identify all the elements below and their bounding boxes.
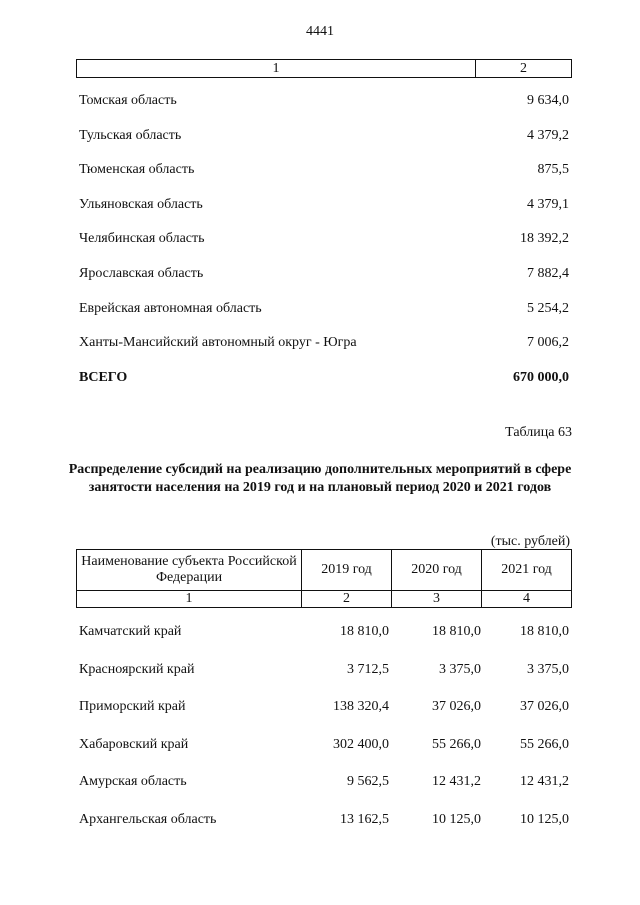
region-name: Амурская область (79, 774, 187, 790)
table2-header (76, 549, 572, 608)
value-2019: 3 712,5 (347, 661, 389, 677)
region-value: 9 634,0 (527, 93, 569, 108)
header-2019: 2019 год (302, 550, 392, 590)
value-2021: 10 125,0 (520, 811, 569, 827)
value-2021: 55 266,0 (520, 736, 569, 752)
value-2020: 55 266,0 (432, 736, 481, 752)
header-2021: 2021 год (501, 562, 552, 577)
value-2020: 12 431,2 (432, 774, 481, 790)
value-2021: 37 026,0 (520, 699, 569, 715)
value-2020: 37 026,0 (432, 699, 481, 715)
table2-title: Распределение субсидий на реализацию дополнительных мероприятий в сфере занятости населения на 2019 год и на плановый период 2020 и 2021 годов (68, 462, 572, 495)
table1-row (79, 192, 569, 227)
region-value: 7 006,2 (527, 335, 569, 351)
region-value: 5 254,2 (527, 300, 569, 316)
region-name: Красноярский край (79, 661, 195, 677)
value-2019: 9 562,5 (347, 774, 389, 790)
table1-header-col2: 2 (520, 61, 527, 76)
table1-row (79, 226, 569, 261)
table2-body (79, 620, 569, 846)
value-2020: 10 125,0 (432, 811, 481, 827)
table2-header-titles (77, 550, 571, 591)
region-name: Ульяновская область (79, 196, 203, 212)
col-number: 1 (77, 591, 302, 607)
region-name: Приморский край (79, 699, 186, 715)
value-2019: 302 400,0 (333, 736, 389, 752)
page-number: 4441 (306, 24, 334, 39)
table1-row (79, 296, 569, 331)
table2-row (79, 808, 569, 846)
region-name: Хабаровский край (79, 736, 189, 752)
region-name: Челябинская область (79, 231, 205, 247)
value-2020: 18 810,0 (432, 624, 481, 639)
units-label: (тыс. рублей) (490, 534, 570, 549)
col-number: 2 (302, 591, 392, 607)
value-2021: 12 431,2 (520, 774, 569, 790)
region-value: 875,5 (537, 162, 569, 178)
table1-header (76, 59, 572, 78)
header-2020: 2020 год (392, 550, 482, 590)
table1-row (79, 123, 569, 158)
value-2019: 138 320,4 (333, 699, 389, 715)
table-label: Таблица 63 (505, 425, 572, 440)
header-region: Наименование субъекта Российской Федерации (77, 550, 302, 590)
region-name: Тюменская область (79, 162, 195, 178)
region-value: 4 379,2 (527, 127, 569, 143)
region-value: 7 882,4 (527, 265, 569, 281)
table2-row (79, 695, 569, 733)
region-value: 4 379,1 (527, 196, 569, 212)
total-label: ВСЕГО (79, 370, 128, 385)
value-2021: 3 375,0 (527, 661, 569, 677)
region-value: 18 392,2 (520, 231, 569, 247)
value-2020: 3 375,0 (439, 661, 481, 677)
table1-header-col1: 1 (77, 60, 476, 77)
value-2021: 18 810,0 (520, 624, 569, 639)
table1-row (79, 330, 569, 365)
table1-total-row (79, 370, 569, 390)
region-name: Тульская область (79, 127, 182, 143)
region-name: Ханты-Мансийский автономный округ - Югра (79, 335, 357, 351)
region-name: Камчатский край (79, 624, 182, 639)
table1-row (79, 261, 569, 296)
table2-row (79, 658, 569, 696)
total-value: 670 000,0 (513, 370, 569, 385)
col-number: 4 (523, 591, 530, 606)
region-name: Архангельская область (79, 811, 217, 827)
region-name: Еврейская автономная область (79, 300, 262, 316)
table2-row (79, 620, 569, 658)
table2-row (79, 770, 569, 808)
region-name: Ярославская область (79, 265, 204, 281)
table1-row (79, 88, 569, 123)
col-number: 3 (392, 591, 482, 607)
value-2019: 18 810,0 (340, 624, 389, 639)
value-2019: 13 162,5 (340, 811, 389, 827)
table2-row (79, 733, 569, 771)
table1-body (79, 88, 569, 365)
table2-header-numbers (77, 591, 571, 607)
region-name: Томская область (79, 93, 177, 108)
table1-row (79, 157, 569, 192)
